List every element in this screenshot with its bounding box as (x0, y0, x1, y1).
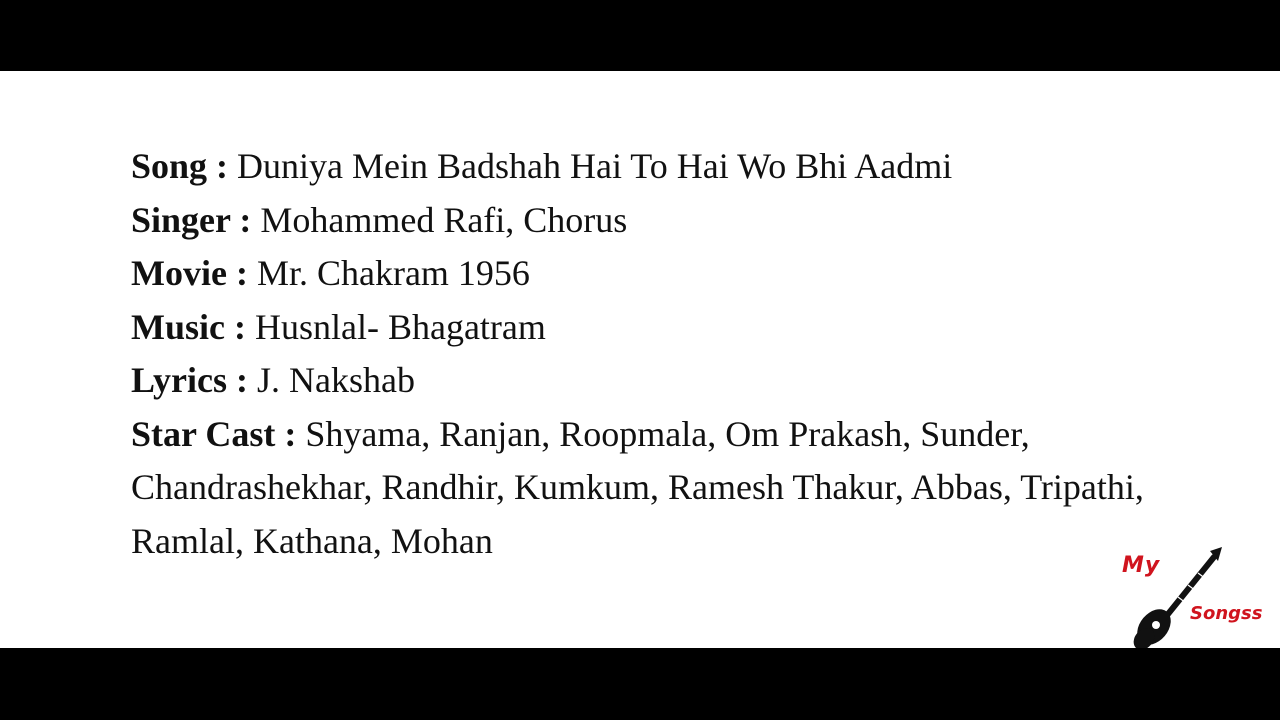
star-cast-label: Star Cast : (131, 413, 297, 454)
movie-value: Mr. Chakram 1956 (256, 253, 530, 293)
song-label: Song : (131, 146, 229, 186)
logo-text-songs: Songss (1190, 603, 1263, 624)
my-songss-logo (1118, 547, 1280, 649)
song-value: Duniya Mein Badshah Hai To Hai Wo Bhi Aadmi (237, 146, 953, 186)
movie-line (131, 247, 1191, 301)
music-label: Music : (131, 306, 246, 347)
lyrics-line (131, 354, 1191, 408)
song-info-slide (0, 71, 1280, 648)
star-cast-value: Shyama, Ranjan, Roopmala, Om Prakash, Sunder, Chandrashekhar, Randhir, Kumkum, Ramesh Thakur, Abbas, Tripathi, Ramlal, Kathana, Mohan (131, 413, 1144, 561)
letterbox-bottom (0, 648, 1280, 720)
singer-value: Mohammed Rafi, Chorus (260, 199, 628, 240)
letterbox-top (0, 0, 1280, 71)
logo-text-my: My (1122, 553, 1161, 578)
singer-label: Singer : (131, 199, 252, 240)
song-line (131, 140, 1191, 194)
music-value: Husnlal- Bhagatram (254, 306, 546, 347)
song-info-block (131, 140, 1191, 568)
music-line (131, 301, 1191, 355)
star-cast-line (131, 408, 1191, 569)
movie-label: Movie : (131, 253, 248, 293)
lyrics-label: Lyrics : (131, 360, 248, 400)
lyrics-value: J. Nakshab (256, 360, 415, 400)
singer-line (131, 194, 1191, 248)
